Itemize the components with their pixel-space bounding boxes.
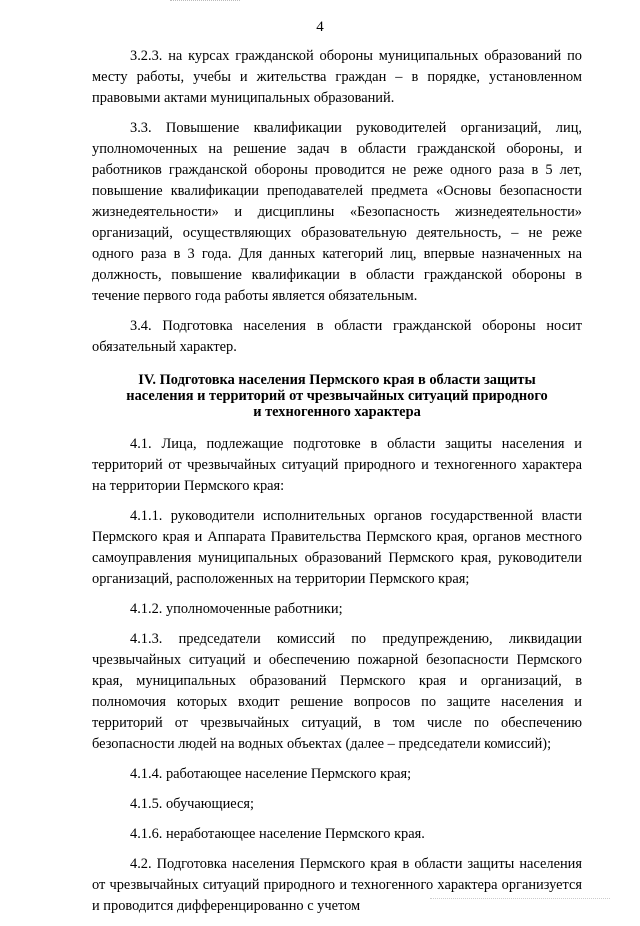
section-heading-line-1: IV. Подготовка населения Пермского края в области защиты bbox=[138, 372, 536, 388]
page-number: 4 bbox=[316, 19, 324, 35]
paragraph-3-2-3: 3.2.3. на курсах гражданской обороны муниципальных образований по месту работы, учебы и жительства граждан – в порядке, установленном правовыми актами муниципальных образований. bbox=[92, 48, 582, 106]
paragraph-3-4: 3.4. Подготовка населения в области гражданской обороны носит обязательный характер. bbox=[92, 318, 582, 355]
paragraph-4-1-4: 4.1.4. работающее население Пермского края; bbox=[130, 766, 412, 782]
paragraph-4-2: 4.2. Подготовка населения Пермского края в области защиты населения от чрезвычайных ситуаций природного и техногенного характера организуется и проводится дифференцированно с учетом bbox=[92, 856, 582, 914]
paragraph-4-1-5: 4.1.5. обучающиеся; bbox=[130, 796, 255, 812]
paragraph-4-1-6: 4.1.6. неработающее население Пермского края. bbox=[130, 826, 425, 842]
paragraph-4-1: 4.1. Лица, подлежащие подготовке в области защиты населения и территорий от чрезвычайных ситуаций природного и техногенного характера на территории Пермского края: bbox=[92, 436, 582, 494]
section-heading-line-3: и техногенного характера bbox=[253, 404, 421, 420]
paragraph-3-3: 3.3. Повышение квалификации руководителей организаций, лиц, уполномоченных на решение задач в области гражданской обороны, и работников гражданской обороны проводится не реже одного раза в 5 лет, повышение квалификации преподавателей предмета «Основы безопасности жизнедеятельности» и дисциплины «Безопасность жизнедеятельности» организаций, осуществляющих образовательную деятельность, – не реже одного раза в 3 года. Для данных категорий лиц, впервые назначенных на должность, повышение квалификации в области гражданской обороны в течение первого года работы является обязательным. bbox=[92, 120, 582, 304]
document-body bbox=[92, 46, 582, 926]
paragraph-4-1-2: 4.1.2. уполномоченные работники; bbox=[130, 601, 343, 617]
scan-artifact-top bbox=[170, 0, 240, 3]
section-heading-line-2: населения и территорий от чрезвычайных ситуаций природного bbox=[126, 388, 548, 404]
paragraph-4-1-3: 4.1.3. председатели комиссий по предупреждению, ликвидации чрезвычайных ситуаций и обеспечению пожарной безопасности Пермского края, муниципальных образований Пермского края и организаций, в полномочия которых входит решение вопросов по защите населения и территорий от чрезвычайных ситуаций, в том числе по обеспечению безопасности людей на водных объектах (далее – председатели комиссий); bbox=[92, 631, 582, 752]
paragraph-4-1-1: 4.1.1. руководители исполнительных органов государственной власти Пермского края и Аппарата Правительства Пермского края, органов местного самоуправления муниципальных образований Пермского края, руководители организаций, расположенных на территории Пермского края; bbox=[92, 508, 582, 587]
scan-artifact-bottom bbox=[430, 898, 610, 901]
section-heading bbox=[92, 372, 582, 420]
